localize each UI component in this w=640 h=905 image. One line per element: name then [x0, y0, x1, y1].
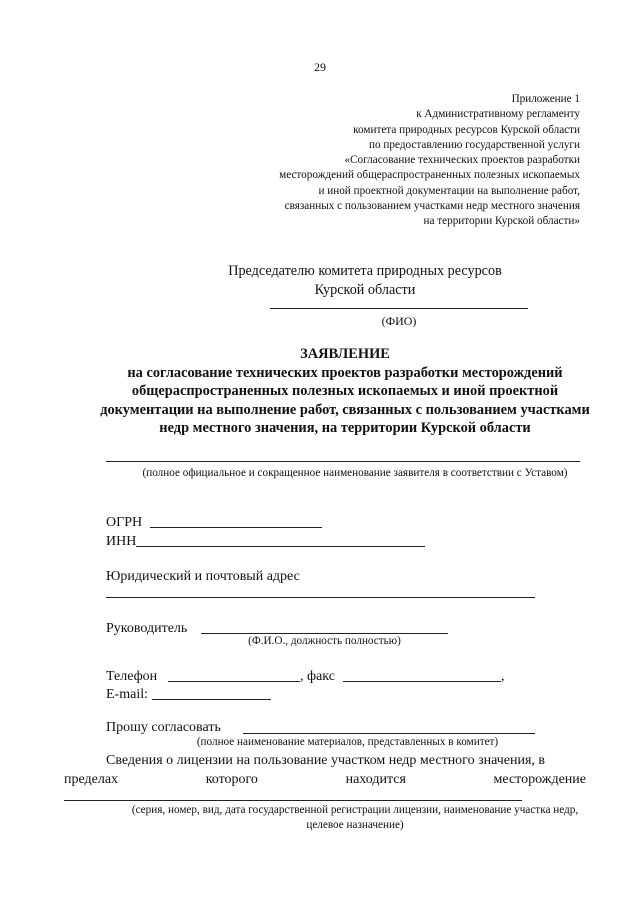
title-line: недр местного значения, на территории Курской области [159, 420, 531, 436]
fax-comma: , [501, 669, 505, 684]
page-number: 29 [314, 60, 326, 74]
applicant-caption: (полное официальное и сокращенное наименование заявителя в соответствии с Уставом) [142, 467, 568, 479]
appendix-line: связанных с пользованием участками недр местного значения [284, 200, 580, 213]
title-line: документации на выполнение работ, связанных с пользованием участками [100, 401, 590, 418]
appendix-line: месторождений общераспространенных полезных ископаемых [279, 169, 580, 182]
fax-label: , факс [300, 669, 335, 684]
request-field[interactable] [243, 733, 535, 734]
head-caption: (Ф.И.О., должность полностью) [248, 635, 401, 647]
request-label: Прошу согласовать [106, 720, 221, 735]
license-caption: (серия, номер, вид, дата государственной регистрации лицензии, наименование участка недр, целевое назначение) [131, 804, 579, 831]
appendix-header [279, 92, 580, 230]
fax-field[interactable] [343, 681, 501, 682]
appendix-line: комитета природных ресурсов Курской области [353, 123, 580, 136]
title-heading: ЗАЯВЛЕНИЕ [300, 346, 390, 362]
document-title [0, 345, 640, 438]
fio-underline[interactable] [270, 308, 528, 309]
fio-caption: (ФИО) [381, 314, 417, 328]
ogrn-field[interactable] [150, 527, 322, 528]
head-label: Руководитель [106, 621, 188, 636]
appendix-line: к Административному регламенту [416, 108, 580, 121]
ogrn-label: ОГРН [106, 515, 143, 530]
license-line: Сведения о лицензии на пользование участком недр местного значения, в [106, 753, 546, 768]
license-line-justified [64, 772, 586, 788]
inn-label: ИНН [106, 534, 137, 549]
addressee-line-2: Курской области [314, 282, 416, 298]
inn-field[interactable] [136, 546, 425, 547]
address-field[interactable] [106, 597, 535, 598]
license-word: находится [345, 772, 406, 787]
appendix-line: на территории Курской области» [423, 215, 580, 228]
license-word: которого [205, 772, 258, 787]
addressee-block [200, 262, 530, 300]
email-label: E-mail: [106, 687, 148, 702]
license-field[interactable] [64, 800, 522, 801]
title-line: на согласование технических проектов разработки месторождений [127, 364, 563, 381]
phone-label: Телефон [106, 669, 158, 684]
appendix-line: «Согласование технических проектов разработки [344, 154, 580, 167]
address-label: Юридический и почтовый адрес [106, 569, 300, 584]
appendix-line: и иной проектной документации на выполнение работ, [318, 184, 580, 197]
title-line: общераспространенных полезных ископаемых и иной проектной [131, 383, 559, 399]
addressee-line-1: Председателю комитета природных ресурсов [228, 263, 502, 279]
applicant-name-underline[interactable] [106, 461, 580, 462]
email-field[interactable] [152, 699, 271, 700]
phone-field[interactable] [168, 681, 300, 682]
license-word: пределах [64, 772, 119, 787]
head-field[interactable] [201, 633, 448, 634]
request-caption: (полное наименование материалов, представленных в комитет) [196, 736, 499, 748]
license-word: месторождение [493, 772, 586, 787]
appendix-line: Приложение 1 [511, 93, 580, 105]
appendix-line: по предоставлению государственной услуги [369, 138, 580, 151]
